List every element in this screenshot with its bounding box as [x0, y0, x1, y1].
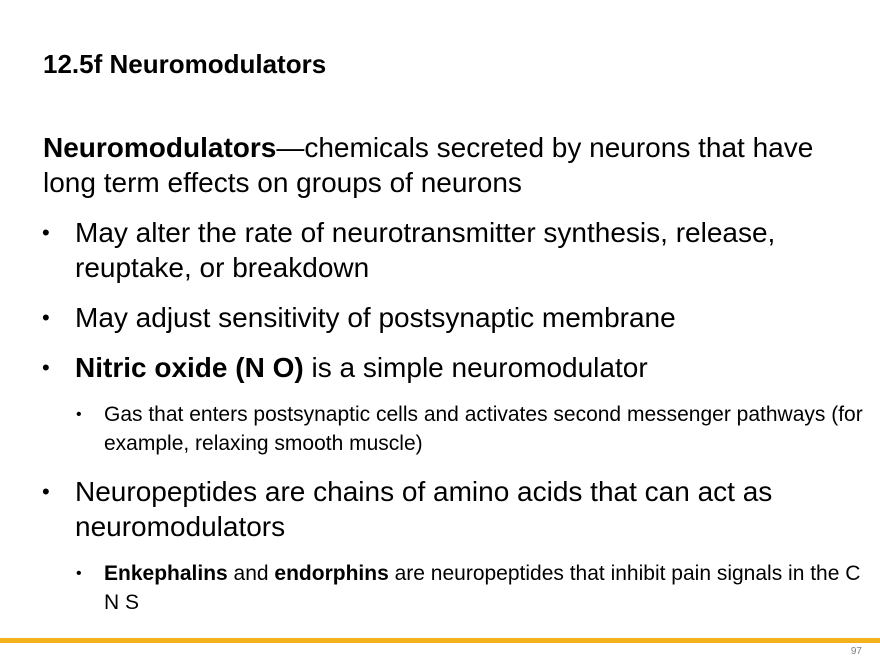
- bullet-2-text: May adjust sensitivity of postsynaptic membrane: [75, 302, 676, 333]
- bullet-1: [42, 215, 855, 285]
- slide-title: 12.5f Neuromodulators: [43, 49, 327, 79]
- sub-bullet-4-1-mid: and: [227, 562, 275, 585]
- bullet-marker: •: [42, 355, 50, 380]
- bullet-2: [42, 300, 855, 335]
- sub-bullet-marker: •: [76, 406, 82, 423]
- intro-term: Neuromodulators: [43, 132, 277, 163]
- bullet-3-bold: Nitric oxide (N O): [75, 352, 304, 383]
- intro-definition: —chemicals secreted by neurons that have long term effects on groups of neurons: [43, 132, 814, 198]
- sub-bullet-4-1-bold-1: Enkephalins: [104, 562, 228, 585]
- bullet-marker: •: [42, 479, 50, 504]
- bullet-3: [42, 350, 855, 385]
- sub-bullet-4-1-text: are neuropeptides that inhibit pain signals in the C N S: [104, 562, 861, 614]
- footer-accent-line: [0, 638, 880, 643]
- page-number: 97: [850, 646, 862, 657]
- bullet-3-text: is a simple neuromodulator: [303, 352, 648, 383]
- intro-paragraph: [43, 130, 843, 200]
- bullet-marker: •: [42, 220, 50, 245]
- sub-bullet-3-1: [76, 400, 864, 458]
- bullet-marker: •: [42, 305, 50, 330]
- bullet-1-text: May alter the rate of neurotransmitter synthesis, release, reuptake, or breakdown: [75, 217, 776, 283]
- sub-bullet-4-1-bold-2: endorphins: [274, 562, 389, 585]
- bullet-4: [42, 474, 855, 544]
- bullet-4-text: Neuropeptides are chains of amino acids that can act as neuromodulators: [75, 476, 773, 542]
- sub-bullet-3-1-text: Gas that enters postsynaptic cells and activates second messenger pathways (for example, relaxing smooth muscle): [104, 403, 863, 455]
- sub-bullet-marker: •: [76, 565, 82, 582]
- sub-bullet-4-1: [76, 559, 864, 617]
